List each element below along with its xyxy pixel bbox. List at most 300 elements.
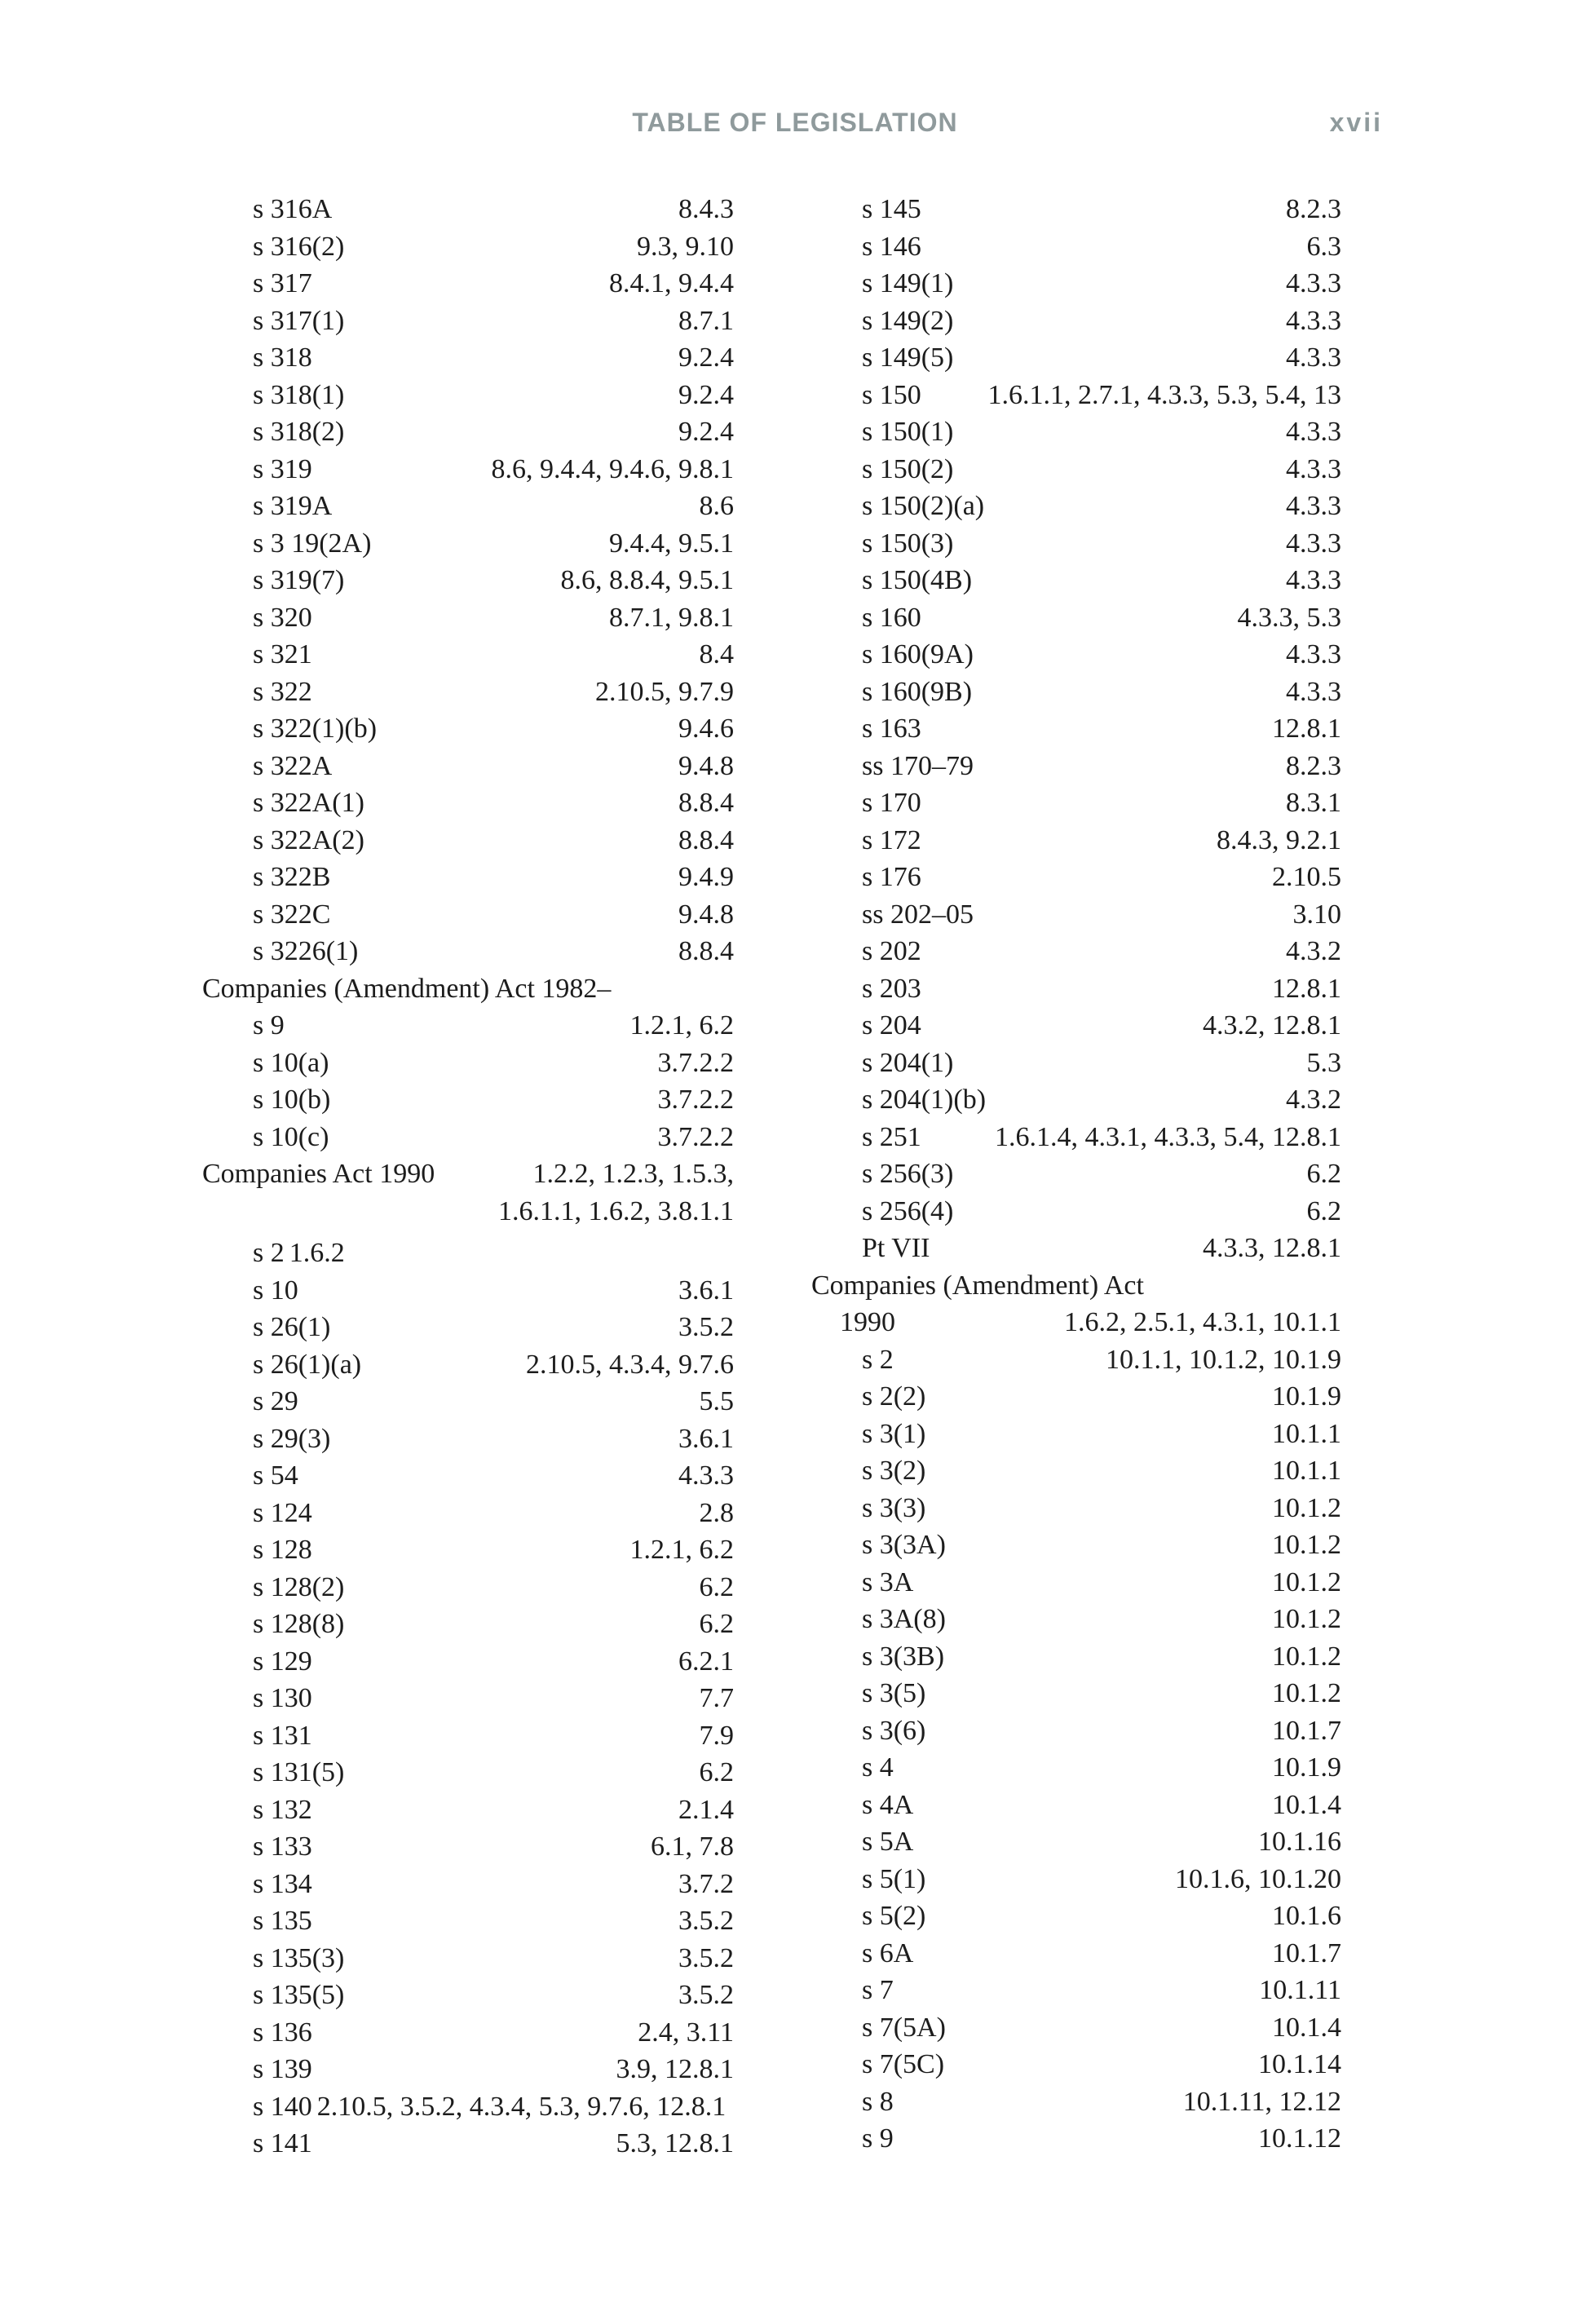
entry-ref: 10.1.2 (1272, 1566, 1341, 1597)
act-title: Companies Act 1990 (202, 1159, 435, 1189)
entry-ref: 8.6, 8.8.4, 9.5.1 (560, 565, 734, 595)
entry-label: s 135(3) (253, 1942, 345, 1973)
table-row (202, 1045, 734, 1082)
entry-label: ss 202–05 (862, 899, 974, 930)
entry-ref: 10.1.14 (1258, 2049, 1341, 2079)
entry-label: s 150(2)(a) (862, 491, 985, 521)
table-row (811, 1193, 1341, 1230)
entry-label: s 150(4B) (862, 565, 973, 595)
entry-ref: 9.4.4, 9.5.1 (609, 528, 734, 559)
entry-label: s 146 (862, 231, 921, 262)
entry-label: s 251 (862, 1121, 921, 1152)
entry-ref: 3.5.2 (678, 1980, 734, 2010)
entry-ref: 4.3.3 (678, 1460, 734, 1491)
table-row (202, 784, 734, 822)
entry-ref: 8.6, 9.4.4, 9.4.6, 9.8.1 (491, 453, 734, 484)
entry-ref: 10.1.7 (1272, 1937, 1341, 1968)
entry-ref: 10.1.6 (1272, 1901, 1341, 1931)
entry-ref: 12.8.1 (1272, 973, 1341, 1004)
entry-label: s 29 (253, 1386, 298, 1416)
table-row (811, 822, 1341, 859)
entry-ref: 1.6.2 (289, 1238, 345, 1268)
table-row (811, 488, 1341, 525)
act-heading-year (811, 1304, 1341, 1341)
table-row (811, 377, 1341, 414)
act-year: 1990 (840, 1307, 895, 1337)
table-row (202, 303, 734, 340)
table-row (202, 1457, 734, 1495)
entry-ref: 4.3.2 (1286, 936, 1341, 966)
entry-ref: 4.3.3 (1286, 305, 1341, 336)
act-title: Companies (Amendment) Act (811, 1270, 1144, 1301)
table-row (811, 339, 1341, 377)
entry-ref: 6.2 (1306, 1195, 1341, 1226)
entry-label: s 318 (253, 342, 312, 373)
entry-ref: 10.1.6, 10.1.20 (1175, 1863, 1341, 1894)
entry-label: s 203 (862, 973, 921, 1004)
act-heading (202, 970, 734, 1008)
entry-label: s 4 (862, 1752, 894, 1783)
entry-ref: 3.6.1 (678, 1423, 734, 1454)
table-row (202, 191, 734, 228)
table-row (811, 933, 1341, 970)
table-row (811, 1935, 1341, 1973)
entry-label: s 3A(8) (862, 1604, 946, 1634)
entry-label: Pt VII (862, 1233, 930, 1263)
entry-ref: 8.7.1, 9.8.1 (609, 602, 734, 633)
entry-ref: 9.2.4 (678, 417, 734, 447)
entry-ref: 6.1, 7.8 (651, 1831, 734, 1862)
table-row (202, 1977, 734, 2014)
entry-ref: 4.3.3 (1286, 676, 1341, 707)
entry-label: s 3 19(2A) (253, 528, 372, 559)
right-column (811, 191, 1341, 2158)
table-row (811, 1787, 1341, 1824)
entry-label: s 322C (253, 899, 331, 930)
entry-ref: 9.4.6 (678, 714, 734, 744)
table-row (811, 1230, 1341, 1267)
entry-ref: 9.3, 9.10 (637, 231, 734, 262)
table-row (202, 1680, 734, 1717)
entry-ref: 3.7.2.2 (657, 1085, 734, 1115)
entry-ref: 5.3 (1306, 1047, 1341, 1078)
entry-label: s 160(9B) (862, 676, 973, 707)
entry-ref: 2.10.5, 3.5.2, 4.3.4, 5.3, 9.7.6, 12.8.1 (316, 2091, 727, 2122)
entry-label: s 135(5) (253, 1980, 345, 2010)
table-row (202, 413, 734, 451)
entry-label: s 202 (862, 936, 921, 966)
table-row (202, 265, 734, 303)
entry-label: s 3(3A) (862, 1530, 946, 1560)
table-row (811, 1712, 1341, 1750)
entry-label: s 320 (253, 602, 312, 633)
table-row (811, 2046, 1341, 2083)
table-row (202, 228, 734, 266)
entry-label: s 172 (862, 824, 921, 855)
entry-label: s 322(1)(b) (253, 714, 378, 744)
entry-label: s 176 (862, 862, 921, 892)
entry-ref: 10.1.2 (1272, 1492, 1341, 1523)
entry-label: s 150(2) (862, 453, 954, 484)
entry-ref: 5.5 (699, 1386, 734, 1416)
entry-ref: 10.1.2 (1272, 1530, 1341, 1560)
entry-ref: 4.3.3 (1286, 528, 1341, 559)
entry-label: s 4A (862, 1789, 914, 1820)
entry-label: s 26(1)(a) (253, 1349, 362, 1380)
entry-ref: 3.7.2.2 (657, 1121, 734, 1152)
entry-ref: 12.8.1 (1272, 714, 1341, 744)
table-row (811, 1861, 1341, 1898)
table-row (202, 859, 734, 896)
entry-label: s 134 (253, 1868, 312, 1899)
table-row (811, 1045, 1341, 1082)
entry-ref: 10.1.9 (1272, 1752, 1341, 1783)
entry-label: s 170 (862, 788, 921, 818)
entry-ref: 5.3, 12.8.1 (616, 2128, 734, 2158)
entry-ref: 1.6.1.4, 4.3.1, 4.3.3, 5.4, 12.8.1 (995, 1121, 1341, 1152)
table-row (202, 748, 734, 785)
entry-label: s 10(c) (253, 1121, 329, 1152)
entry-label: s 141 (253, 2128, 312, 2158)
entry-label: s 29(3) (253, 1423, 331, 1454)
entry-ref: 4.3.3 (1286, 565, 1341, 595)
entry-label: s 319A (253, 491, 333, 521)
entry-label: s 204(1)(b) (862, 1085, 987, 1115)
entry-label: s 3(2) (862, 1456, 926, 1486)
entry-ref: 4.3.3 (1286, 491, 1341, 521)
entry-ref: 1.6.2, 2.5.1, 4.3.1, 10.1.1 (1064, 1307, 1341, 1337)
entry-ref: 9.4.9 (678, 862, 734, 892)
entry-ref: 8.4 (699, 639, 734, 669)
entry-ref: 4.3.3 (1286, 342, 1341, 373)
act-heading (202, 1155, 734, 1193)
entry-label: s 150(3) (862, 528, 954, 559)
entry-label: s 8 (862, 2086, 894, 2117)
entry-label: s 3226(1) (253, 936, 359, 966)
table-row (202, 1828, 734, 1866)
table-row (202, 674, 734, 711)
table-row-continuation (202, 1193, 734, 1230)
table-row (202, 933, 734, 970)
table-row (811, 1749, 1341, 1787)
entry-label: s 2 (862, 1344, 894, 1375)
entry-label: s 318(1) (253, 379, 345, 410)
table-row (811, 1898, 1341, 1935)
entry-label: s 318(2) (253, 417, 345, 447)
entry-ref: 8.2.3 (1286, 750, 1341, 781)
table-row (811, 525, 1341, 563)
table-row (811, 1527, 1341, 1564)
entry-ref: 6.2 (1306, 1159, 1341, 1189)
entry-label: s 132 (253, 1794, 312, 1825)
table-row (811, 2083, 1341, 2121)
entry-label: s 322B (253, 862, 331, 892)
running-header-title: TABLE OF LEGISLATION (632, 108, 958, 137)
table-row (202, 1717, 734, 1755)
entry-label: s 6A (862, 1937, 914, 1968)
table-row (811, 1564, 1341, 1602)
table-row (811, 2009, 1341, 2047)
entry-ref: 1.6.1.1, 1.6.2, 3.8.1.1 (498, 1195, 734, 1226)
act-title: Companies (Amendment) Act 1982– (202, 973, 612, 1004)
entry-ref: 8.3.1 (1286, 788, 1341, 818)
table-row (202, 1940, 734, 1977)
table-row (811, 228, 1341, 266)
table-row (202, 1531, 734, 1569)
entry-label: s 149(2) (862, 305, 954, 336)
entry-ref: 6.3 (1306, 231, 1341, 262)
table-row (202, 1272, 734, 1310)
table-row (202, 1235, 734, 1272)
entry-ref: 8.2.3 (1286, 194, 1341, 224)
entry-label: s 124 (253, 1497, 312, 1528)
entry-label: s 3(1) (862, 1418, 926, 1449)
entry-ref: 8.4.3, 9.2.1 (1217, 824, 1341, 855)
table-row (811, 1155, 1341, 1193)
table-row (811, 896, 1341, 934)
entry-ref: 2.1.4 (678, 1794, 734, 1825)
table-row (202, 1119, 734, 1156)
table-row (811, 1638, 1341, 1676)
entry-ref: 8.4.3 (678, 194, 734, 224)
entry-label: s 322 (253, 676, 312, 707)
table-row (202, 1866, 734, 1903)
entry-label: s 322A(1) (253, 788, 364, 818)
entry-ref: 6.2 (699, 1757, 734, 1787)
table-row (202, 710, 734, 748)
table-row (811, 265, 1341, 303)
entry-ref: 1.2.1, 6.2 (629, 1535, 734, 1565)
table-row (202, 1754, 734, 1792)
table-row (202, 2014, 734, 2052)
entry-ref: 2.4, 3.11 (638, 2017, 734, 2048)
entry-ref: 10.1.1 (1272, 1418, 1341, 1449)
entry-ref: 10.1.4 (1272, 2012, 1341, 2043)
entry-ref: 3.5.2 (678, 1906, 734, 1936)
entry-ref: 10.1.12 (1258, 2123, 1341, 2154)
table-row (202, 2125, 734, 2163)
table-row (811, 1416, 1341, 1453)
entry-label: s 2(2) (862, 1381, 926, 1412)
entry-label: s 316(2) (253, 231, 345, 262)
entry-ref: 1.2.1, 6.2 (629, 1010, 734, 1040)
entry-ref: 8.7.1 (678, 305, 734, 336)
entry-label: s 319 (253, 453, 312, 484)
entry-label: s 163 (862, 714, 921, 744)
table-row (811, 784, 1341, 822)
entry-label: s 3A (862, 1566, 914, 1597)
table-row (811, 1119, 1341, 1156)
entry-ref: 8.6 (699, 491, 734, 521)
table-row (811, 1972, 1341, 2009)
entry-label: s 130 (253, 1683, 312, 1713)
entry-ref: 3.7.2.2 (657, 1047, 734, 1078)
entry-label: s 140 (253, 2091, 312, 2122)
entry-label: s 128(2) (253, 1571, 345, 1602)
table-row (202, 1902, 734, 1940)
entry-ref: 7.9 (699, 1720, 734, 1751)
entry-ref: 4.3.2, 12.8.1 (1203, 1010, 1341, 1040)
entry-label: s 160(9A) (862, 639, 974, 669)
table-row (202, 377, 734, 414)
table-row (811, 2120, 1341, 2158)
entry-label: s 131 (253, 1720, 312, 1751)
entry-ref: 6.2 (699, 1571, 734, 1602)
table-row (202, 1792, 734, 1829)
entry-label: s 322A (253, 750, 333, 781)
entry-label: s 317 (253, 268, 312, 298)
entry-ref: 10.1.9 (1272, 1381, 1341, 1412)
entry-ref: 9.4.8 (678, 899, 734, 930)
entry-ref: 6.2 (699, 1609, 734, 1639)
table-row (202, 1383, 734, 1420)
table-row (202, 2051, 734, 2088)
entry-label: s 256(4) (862, 1195, 954, 1226)
table-row (202, 525, 734, 563)
entry-ref: 4.3.3 (1286, 268, 1341, 298)
entry-label: s 7 (862, 1975, 894, 2005)
entry-ref: 8.8.4 (678, 824, 734, 855)
entry-ref: 8.4.1, 9.4.4 (609, 268, 734, 298)
entry-ref: 2.8 (699, 1497, 734, 1528)
table-row (811, 859, 1341, 896)
entry-label: s 129 (253, 1646, 312, 1677)
table-row (202, 1495, 734, 1532)
entry-label: s 145 (862, 194, 921, 224)
table-row (811, 599, 1341, 637)
entry-label: s 5(2) (862, 1901, 926, 1931)
table-row (202, 822, 734, 859)
table-row (811, 636, 1341, 674)
entry-label: s 256(3) (862, 1159, 954, 1189)
entry-label: s 136 (253, 2017, 312, 2048)
entry-ref: 9.2.4 (678, 379, 734, 410)
entry-label: s 9 (862, 2123, 894, 2154)
table-row (811, 1378, 1341, 1416)
entry-label: s 131(5) (253, 1757, 345, 1787)
entry-label: s 133 (253, 1831, 312, 1862)
table-row (202, 896, 734, 934)
entry-label: s 204 (862, 1010, 921, 1040)
entry-ref: 4.3.3 (1286, 639, 1341, 669)
entry-ref: 10.1.11 (1259, 1975, 1341, 2005)
entry-label: s 3(6) (862, 1715, 926, 1746)
table-row (811, 303, 1341, 340)
entry-ref: 10.1.4 (1272, 1789, 1341, 1820)
entry-label: s 319(7) (253, 565, 345, 595)
entry-ref: 1.6.1.1, 2.7.1, 4.3.3, 5.3, 5.4, 13 (987, 379, 1341, 410)
table-row (811, 1007, 1341, 1045)
entry-label: s 7(5A) (862, 2012, 946, 2043)
entry-label: s 54 (253, 1460, 298, 1491)
table-row (202, 1606, 734, 1643)
table-row (811, 1452, 1341, 1490)
entry-ref: 10.1.2 (1272, 1641, 1341, 1672)
table-row (811, 562, 1341, 599)
entry-ref: 2.10.5, 9.7.9 (595, 676, 734, 707)
entry-ref: 4.3.3 (1286, 453, 1341, 484)
entry-ref: 9.4.8 (678, 750, 734, 781)
entry-label: s 321 (253, 639, 312, 669)
entry-ref: 3.5.2 (678, 1942, 734, 1973)
entry-label: ss 170–79 (862, 750, 974, 781)
entry-label: s 9 (253, 1010, 285, 1040)
table-row (811, 1081, 1341, 1119)
entry-ref: 7.7 (699, 1683, 734, 1713)
table-row (202, 1569, 734, 1606)
entry-label: s 204(1) (862, 1047, 954, 1078)
table-row (811, 1601, 1341, 1638)
table-row (811, 1341, 1341, 1379)
entry-ref: 6.2.1 (678, 1646, 734, 1677)
entry-label: s 7(5C) (862, 2049, 945, 2079)
entry-label: s 149(1) (862, 268, 954, 298)
entry-ref: 3.6.1 (678, 1275, 734, 1306)
entry-ref: 4.3.3 (1286, 417, 1341, 447)
entry-label: s 5A (862, 1827, 914, 1857)
table-row (202, 636, 734, 674)
entry-label: s 150 (862, 379, 921, 410)
table-row (202, 1309, 734, 1346)
entry-label: s 322A(2) (253, 824, 364, 855)
entry-ref: 2.10.5, 4.3.4, 9.7.6 (526, 1349, 734, 1380)
entry-label: s 135 (253, 1906, 312, 1936)
table-row (202, 1007, 734, 1045)
entry-ref: 8.8.4 (678, 788, 734, 818)
table-row (811, 970, 1341, 1008)
entry-ref: 10.1.2 (1272, 1678, 1341, 1708)
table-row (811, 748, 1341, 785)
table-row (811, 413, 1341, 451)
page-number: xvii (1329, 108, 1383, 137)
entry-label: s 2 (253, 1238, 285, 1268)
table-row (811, 710, 1341, 748)
left-column (202, 191, 734, 2163)
entry-ref: 3.5.2 (678, 1312, 734, 1342)
entry-ref: 10.1.1 (1272, 1456, 1341, 1486)
entry-label: s 139 (253, 2054, 312, 2084)
table-row (811, 1675, 1341, 1712)
entry-label: s 128 (253, 1535, 312, 1565)
entry-ref: 4.3.2 (1286, 1085, 1341, 1115)
entry-ref: 4.3.3, 5.3 (1237, 602, 1341, 633)
entry-ref: 10.1.2 (1272, 1604, 1341, 1634)
table-row (202, 599, 734, 637)
entry-ref: 4.3.3, 12.8.1 (1203, 1233, 1341, 1263)
table-row (811, 1490, 1341, 1527)
entry-ref: 2.10.5 (1272, 862, 1341, 892)
table-row (811, 674, 1341, 711)
entry-label: s 10 (253, 1275, 298, 1306)
entry-ref: 10.1.7 (1272, 1715, 1341, 1746)
table-row (202, 488, 734, 525)
entry-label: s 160 (862, 602, 921, 633)
entry-label: s 150(1) (862, 417, 954, 447)
table-row (202, 339, 734, 377)
act-heading (811, 1267, 1341, 1305)
entry-ref: 10.1.16 (1258, 1827, 1341, 1857)
entry-label: s 3(3B) (862, 1641, 945, 1672)
entry-label: s 3(3) (862, 1492, 926, 1523)
entry-label: s 317(1) (253, 305, 345, 336)
entry-label: s 149(5) (862, 342, 954, 373)
entry-ref: 3.7.2 (678, 1868, 734, 1899)
entry-label: s 3(5) (862, 1678, 926, 1708)
entry-label: s 26(1) (253, 1312, 331, 1342)
entry-label: s 10(b) (253, 1085, 331, 1115)
table-row (202, 451, 734, 488)
table-row (202, 1346, 734, 1384)
